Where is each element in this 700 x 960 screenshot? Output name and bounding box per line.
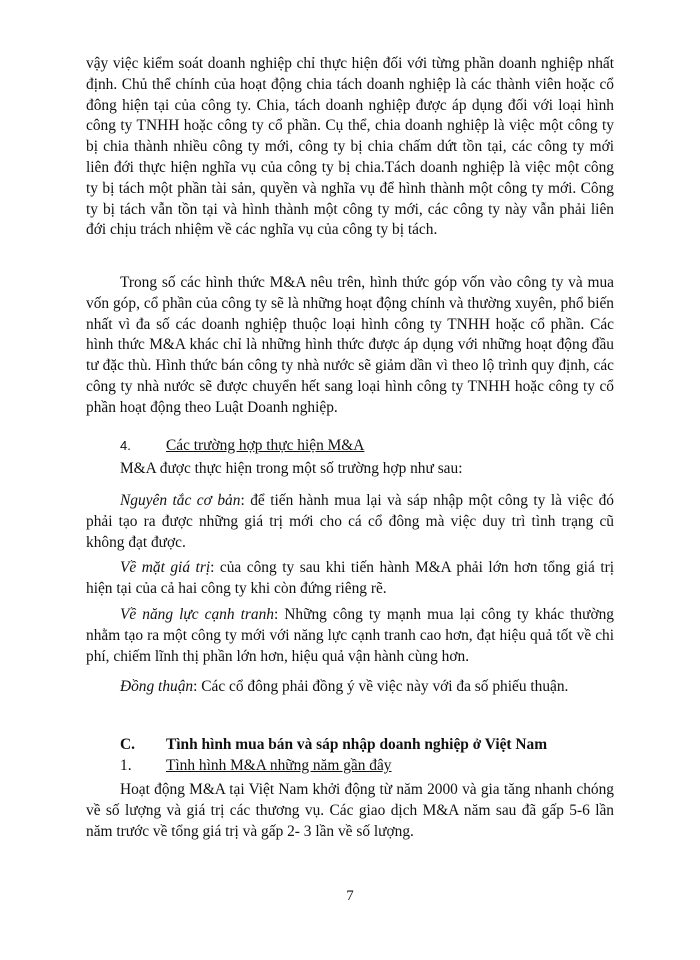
heading-text: Các trường hợp thực hiện M&A xyxy=(166,437,365,454)
case-nang-luc xyxy=(86,605,614,667)
heading-text: Tình hình mua bán và sáp nhập doanh nghiệp ở Việt Nam xyxy=(166,736,548,753)
heading-number: 1. xyxy=(120,757,132,774)
section-heading-c xyxy=(86,735,614,755)
paragraph-intro-cases: M&A được thực hiện trong một số trường hợp như sau: xyxy=(120,460,463,477)
case-text: : để tiến hành mua lại và sáp nhập một công ty là việc đó phải tạo ra được những giá trị mới cho cá cổ đông mà việc duy trì tình trạng cũ không đạt được. xyxy=(86,492,614,551)
case-nguyen-tac xyxy=(86,491,614,553)
case-label: Về năng lực cạnh tranh xyxy=(120,606,274,623)
heading-text: Tình hình M&A những năm gần đây xyxy=(166,757,392,774)
case-text: : của công ty sau khi tiến hành M&A phải lớn hơn tổng giá trị hiện tại của cả hai công ty khi còn đứng riêng rẽ. xyxy=(86,559,614,597)
case-text: : Các cổ đông phải đồng ý về việc này với đa số phiếu thuận. xyxy=(193,678,569,695)
paragraph-chia-tach: vậy việc kiểm soát doanh nghiệp chỉ thực hiện đối với từng phần doanh nghiệp nhất định. Chủ thể chính của hoạt động chia tách doanh nghiệp là các thành viên hoặc cổ đông hiện tại của công ty. Chia, tách doanh nghiệp được áp dụng đối với loại hình công ty TNHH hoặc công ty cổ phần. Cụ thể, chia doanh nghiệp là việc một công ty bị chia thành nhiều công ty mới, công ty bị chia chấm dứt tồn tại, các công ty mới liên đới thực hiện nghĩa vụ của công ty bị chia.Tách doanh nghiệp là việc một công ty bị tách một phần tài sản, quyền và nghĩa vụ để hình thành một công ty mới. Công ty bị tách vẫn tồn tại và hình thành một công ty mới, các công ty này vẫn phải liên đới chịu trách nhiệm về các nghĩa vụ của công ty bị tách. xyxy=(86,55,614,239)
page-number: 7 xyxy=(346,888,354,904)
case-dong-thuan xyxy=(86,677,614,698)
heading-number: 4. xyxy=(120,438,131,453)
heading-number: C. xyxy=(120,736,135,753)
case-label: Về mặt giá trị xyxy=(120,559,211,576)
case-text: : Những công ty mạnh mua lại công ty khác thường nhằm tạo ra một công ty mới với năng lực cạnh tranh cao hơn, đạt hiệu quả tốt về chi phí, chiếm lĩnh thị phần lớn hơn, hiệu quả vận hành cùng hơn. xyxy=(86,606,614,665)
paragraph-tinh-hinh-ma: Hoạt động M&A tại Việt Nam khởi động từ năm 2000 và gia tăng nhanh chóng về số lượng và giá trị các thương vụ. Các giao dịch M&A năm sau đã gấp 5-6 lần năm trước về tổng giá trị và gấp 2- 3 lần về số lượng. xyxy=(86,781,614,840)
case-gia-tri xyxy=(86,558,614,600)
case-label: Đồng thuận xyxy=(120,678,194,695)
paragraph-hinh-thuc-ma: Trong số các hình thức M&A nêu trên, hình thức góp vốn vào công ty và mua vốn góp, cổ phần của công ty sẽ là những hoạt động chính và thường xuyên, phổ biến nhất vì đa số các doanh nghiệp thuộc loại hình công ty TNHH hoặc cổ phần. Các hình thức M&A khác chỉ là những hình thức được áp dụng với những hoạt động đầu tư đặc thù. Hình thức bán công ty nhà nước sẽ giảm dần vì theo lộ trình quy định, các công ty nhà nước sẽ được chuyển hết sang loại hình công ty TNHH hoặc công ty cổ phần hoạt động theo Luật Doanh nghiệp. xyxy=(86,274,614,416)
section-heading-4 xyxy=(86,436,614,456)
section-heading-1 xyxy=(86,756,614,776)
case-label: Nguyên tắc cơ bản xyxy=(120,492,241,509)
